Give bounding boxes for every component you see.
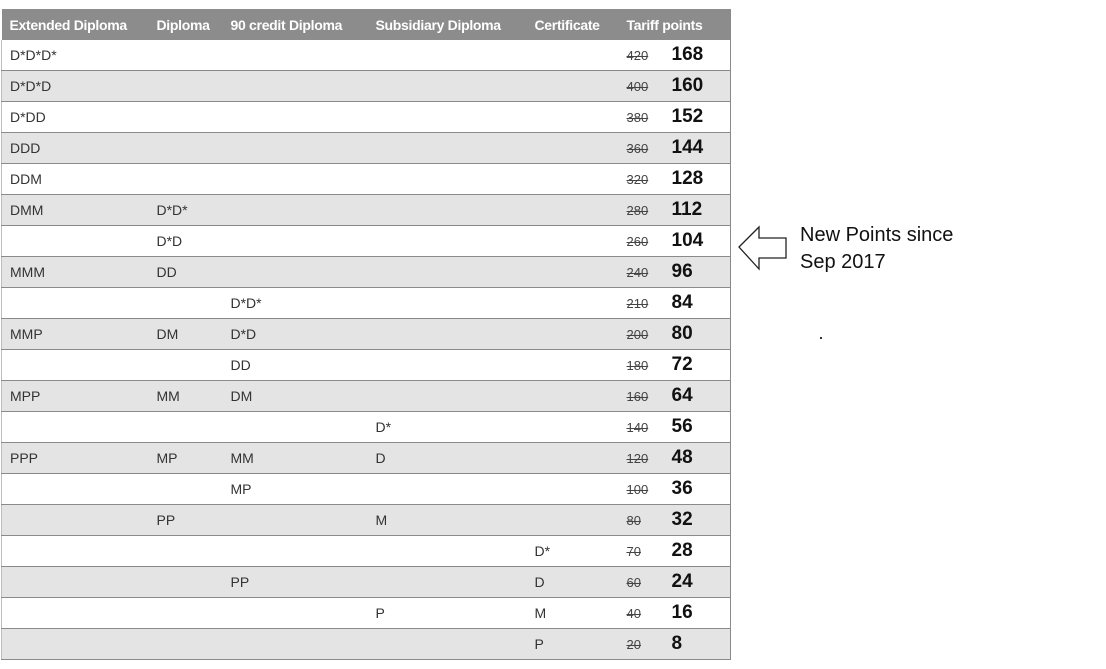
cell-diploma: DM — [149, 319, 223, 350]
cell-certificate — [527, 412, 619, 443]
cell-90-credit-diploma — [223, 257, 368, 288]
cell-tariff-points — [619, 412, 731, 443]
cell-extended-diploma: DDM — [2, 164, 149, 195]
old-points: 180 — [626, 358, 649, 373]
table-row — [2, 133, 731, 164]
cell-certificate — [527, 102, 619, 133]
new-points: 8 — [671, 633, 683, 654]
old-points: 40 — [626, 606, 641, 621]
cell-extended-diploma — [2, 567, 149, 598]
cell-certificate: P — [527, 629, 619, 660]
cell-90-credit-diploma: MM — [223, 443, 368, 474]
table-body — [2, 40, 731, 660]
cell-extended-diploma — [2, 412, 149, 443]
new-points-annotation — [737, 222, 997, 276]
cell-diploma — [149, 102, 223, 133]
cell-extended-diploma: DMM — [2, 195, 149, 226]
new-points: 16 — [671, 602, 693, 623]
annotation-line-1: New Points since — [800, 224, 954, 246]
old-points: 320 — [626, 172, 649, 187]
cell-diploma — [149, 567, 223, 598]
cell-tariff-points — [619, 350, 731, 381]
table-row — [2, 102, 731, 133]
cell-certificate — [527, 195, 619, 226]
table-row — [2, 164, 731, 195]
old-points: 420 — [626, 48, 649, 63]
new-points: 160 — [671, 75, 704, 96]
cell-certificate — [527, 350, 619, 381]
cell-diploma — [149, 536, 223, 567]
cell-90-credit-diploma — [223, 71, 368, 102]
cell-extended-diploma — [2, 350, 149, 381]
table-row — [2, 319, 731, 350]
old-points: 280 — [626, 203, 649, 218]
table-row — [2, 474, 731, 505]
annotation-text — [800, 222, 953, 276]
cell-diploma — [149, 40, 223, 71]
new-points: 24 — [671, 571, 693, 592]
table-row — [2, 381, 731, 412]
old-points: 20 — [626, 637, 641, 652]
new-points: 36 — [671, 478, 693, 499]
cell-certificate — [527, 381, 619, 412]
cell-subsidiary-diploma — [368, 381, 527, 412]
table-row — [2, 71, 731, 102]
cell-extended-diploma: D*D*D* — [2, 40, 149, 71]
header-tariff-points: Tariff points — [619, 9, 731, 40]
cell-certificate — [527, 474, 619, 505]
cell-certificate — [527, 319, 619, 350]
cell-subsidiary-diploma: D* — [368, 412, 527, 443]
cell-certificate — [527, 226, 619, 257]
cell-subsidiary-diploma: P — [368, 598, 527, 629]
cell-extended-diploma: MPP — [2, 381, 149, 412]
cell-certificate — [527, 505, 619, 536]
old-points: 400 — [626, 79, 649, 94]
header-subsidiary-diploma: Subsidiary Diploma — [368, 9, 527, 40]
old-points: 240 — [626, 265, 649, 280]
header-row — [2, 9, 731, 40]
cell-subsidiary-diploma: M — [368, 505, 527, 536]
cell-tariff-points — [619, 226, 731, 257]
cell-diploma: D*D — [149, 226, 223, 257]
cell-certificate — [527, 443, 619, 474]
cell-tariff-points — [619, 195, 731, 226]
cell-90-credit-diploma: DD — [223, 350, 368, 381]
cell-tariff-points — [619, 71, 731, 102]
cell-diploma — [149, 350, 223, 381]
cell-90-credit-diploma — [223, 598, 368, 629]
cell-diploma — [149, 71, 223, 102]
cell-90-credit-diploma — [223, 164, 368, 195]
cell-subsidiary-diploma — [368, 350, 527, 381]
cell-extended-diploma — [2, 226, 149, 257]
cell-tariff-points — [619, 319, 731, 350]
table-row — [2, 350, 731, 381]
cell-90-credit-diploma: D*D* — [223, 288, 368, 319]
cell-90-credit-diploma — [223, 102, 368, 133]
cell-subsidiary-diploma — [368, 567, 527, 598]
cell-tariff-points — [619, 288, 731, 319]
new-points: 56 — [671, 416, 693, 437]
new-points: 84 — [671, 292, 693, 313]
cell-subsidiary-diploma — [368, 226, 527, 257]
table-row — [2, 536, 731, 567]
cell-tariff-points — [619, 40, 731, 71]
cell-certificate — [527, 133, 619, 164]
cell-certificate — [527, 288, 619, 319]
table-row — [2, 443, 731, 474]
table-row — [2, 288, 731, 319]
cell-tariff-points — [619, 598, 731, 629]
cell-tariff-points — [619, 629, 731, 660]
cell-90-credit-diploma — [223, 40, 368, 71]
cell-90-credit-diploma — [223, 629, 368, 660]
cell-certificate: D — [527, 567, 619, 598]
new-points: 144 — [671, 137, 704, 158]
cell-90-credit-diploma: D*D — [223, 319, 368, 350]
cell-subsidiary-diploma — [368, 133, 527, 164]
new-points: 168 — [671, 44, 704, 65]
cell-diploma — [149, 629, 223, 660]
cell-tariff-points — [619, 536, 731, 567]
cell-90-credit-diploma — [223, 536, 368, 567]
table-row — [2, 598, 731, 629]
cell-extended-diploma — [2, 629, 149, 660]
tariff-points-table — [1, 9, 731, 660]
old-points: 260 — [626, 234, 649, 249]
cell-extended-diploma — [2, 536, 149, 567]
cell-diploma — [149, 133, 223, 164]
cell-90-credit-diploma: MP — [223, 474, 368, 505]
cell-subsidiary-diploma — [368, 40, 527, 71]
old-points: 70 — [626, 544, 641, 559]
cell-certificate: D* — [527, 536, 619, 567]
table-row — [2, 226, 731, 257]
cell-tariff-points — [619, 567, 731, 598]
cell-subsidiary-diploma — [368, 102, 527, 133]
old-points: 210 — [626, 296, 649, 311]
old-points: 100 — [626, 482, 649, 497]
cell-certificate — [527, 40, 619, 71]
cell-tariff-points — [619, 474, 731, 505]
old-points: 120 — [626, 451, 649, 466]
cell-subsidiary-diploma — [368, 474, 527, 505]
header-certificate: Certificate — [527, 9, 619, 40]
cell-diploma — [149, 598, 223, 629]
new-points: 48 — [671, 447, 693, 468]
cell-certificate — [527, 257, 619, 288]
cell-90-credit-diploma: PP — [223, 567, 368, 598]
table-row — [2, 412, 731, 443]
cell-subsidiary-diploma — [368, 257, 527, 288]
table-row — [2, 629, 731, 660]
cell-extended-diploma — [2, 505, 149, 536]
cell-diploma: MP — [149, 443, 223, 474]
old-points: 140 — [626, 420, 649, 435]
cell-diploma — [149, 412, 223, 443]
cell-diploma: MM — [149, 381, 223, 412]
cell-tariff-points — [619, 164, 731, 195]
cell-90-credit-diploma — [223, 133, 368, 164]
cell-90-credit-diploma — [223, 412, 368, 443]
cell-subsidiary-diploma — [368, 536, 527, 567]
new-points: 80 — [671, 323, 693, 344]
cell-extended-diploma: D*D*D — [2, 71, 149, 102]
cell-tariff-points — [619, 102, 731, 133]
header-extended-diploma: Extended Diploma — [2, 9, 149, 40]
cell-90-credit-diploma — [223, 226, 368, 257]
cell-extended-diploma: PPP — [2, 443, 149, 474]
table-row — [2, 195, 731, 226]
stray-mark — [820, 337, 822, 339]
old-points: 200 — [626, 327, 649, 342]
cell-subsidiary-diploma — [368, 319, 527, 350]
cell-diploma — [149, 288, 223, 319]
table-row — [2, 505, 731, 536]
cell-tariff-points — [619, 505, 731, 536]
new-points: 64 — [671, 385, 693, 406]
cell-subsidiary-diploma — [368, 195, 527, 226]
old-points: 380 — [626, 110, 649, 125]
table-row — [2, 257, 731, 288]
table-row — [2, 567, 731, 598]
header-90-credit-diploma: 90 credit Diploma — [223, 9, 368, 40]
cell-subsidiary-diploma — [368, 164, 527, 195]
cell-tariff-points — [619, 381, 731, 412]
new-points: 28 — [671, 540, 693, 561]
cell-extended-diploma: DDD — [2, 133, 149, 164]
new-points: 128 — [671, 168, 704, 189]
cell-subsidiary-diploma — [368, 288, 527, 319]
cell-diploma — [149, 164, 223, 195]
cell-certificate — [527, 164, 619, 195]
cell-certificate: M — [527, 598, 619, 629]
cell-tariff-points — [619, 443, 731, 474]
old-points: 160 — [626, 389, 649, 404]
new-points: 72 — [671, 354, 693, 375]
header-diploma: Diploma — [149, 9, 223, 40]
cell-subsidiary-diploma: D — [368, 443, 527, 474]
annotation-line-2: Sep 2017 — [800, 251, 886, 273]
left-arrow-icon — [737, 225, 789, 273]
new-points: 96 — [671, 261, 693, 282]
cell-extended-diploma — [2, 474, 149, 505]
cell-extended-diploma — [2, 288, 149, 319]
table-row — [2, 40, 731, 71]
cell-extended-diploma: D*DD — [2, 102, 149, 133]
cell-90-credit-diploma — [223, 195, 368, 226]
cell-subsidiary-diploma — [368, 71, 527, 102]
cell-certificate — [527, 71, 619, 102]
cell-90-credit-diploma: DM — [223, 381, 368, 412]
old-points: 360 — [626, 141, 649, 156]
old-points: 80 — [626, 513, 641, 528]
cell-90-credit-diploma — [223, 505, 368, 536]
new-points: 32 — [671, 509, 693, 530]
new-points: 152 — [671, 106, 704, 127]
old-points: 60 — [626, 575, 641, 590]
cell-diploma: DD — [149, 257, 223, 288]
new-points: 112 — [671, 199, 703, 220]
cell-extended-diploma: MMP — [2, 319, 149, 350]
cell-tariff-points — [619, 257, 731, 288]
cell-tariff-points — [619, 133, 731, 164]
cell-diploma: D*D* — [149, 195, 223, 226]
cell-extended-diploma: MMM — [2, 257, 149, 288]
cell-diploma — [149, 474, 223, 505]
cell-subsidiary-diploma — [368, 629, 527, 660]
new-points: 104 — [671, 230, 704, 251]
cell-diploma: PP — [149, 505, 223, 536]
cell-extended-diploma — [2, 598, 149, 629]
